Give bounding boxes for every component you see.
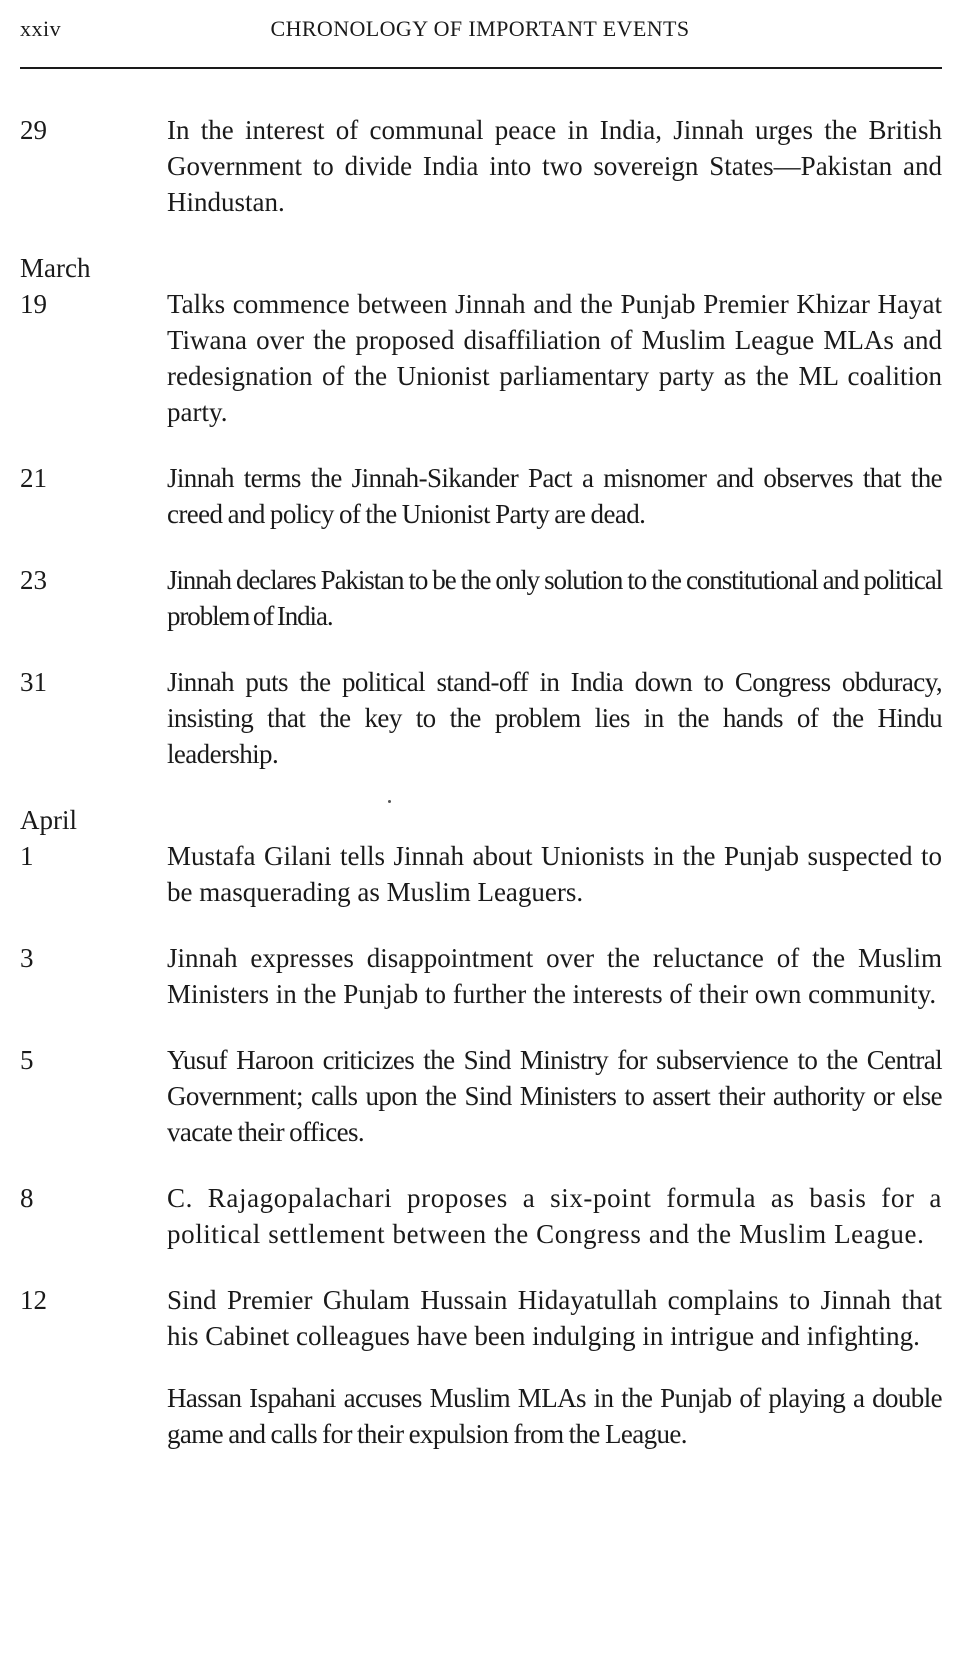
entry-text: Hassan Ispahani accuses Muslim MLAs in the Punjab of playing a double game and calls for their expulsion from the League.: [167, 1383, 942, 1449]
entry-text: In the interest of communal peace in India, Jinnah urges the British Government to divide India into two sovereign States—Pakistan and Hindustan.: [167, 115, 942, 217]
chronology-entry: [20, 1042, 942, 1150]
entry-day: 5: [20, 1045, 34, 1075]
month-heading: April: [20, 805, 77, 835]
entry-text: Jinnah terms the Jinnah-Sikander Pact a misnomer and observes that the creed and policy of the Unionist Party are dead.: [167, 463, 942, 529]
entry-day: 12: [20, 1285, 47, 1315]
chronology-entry: [20, 460, 942, 532]
entry-day: 29: [20, 115, 47, 145]
month-heading: March: [20, 253, 91, 283]
page-number: xxiv: [20, 16, 62, 41]
running-title: CHRONOLOGY OF IMPORTANT EVENTS: [270, 16, 690, 41]
chronology-entry: [20, 1180, 942, 1252]
entry-text: Talks commence between Jinnah and the Punjab Premier Khizar Hayat Tiwana over the proposed disaffiliation of Muslim League MLAs and redesignation of the Unionist parliamentary party as the ML coalition party.: [167, 289, 942, 427]
running-head: [20, 16, 940, 46]
entry-day: 19: [20, 289, 47, 319]
entry-day: 21: [20, 463, 47, 493]
entry-text: Mustafa Gilani tells Jinnah about Unionists in the Punjab suspected to be masquerading as Muslim Leaguers.: [167, 841, 942, 907]
entry-text: C. Rajagopalachari proposes a six-point formula as basis for a political settlement between the Congress and the Muslim League.: [167, 1183, 942, 1249]
entry-day: 23: [20, 565, 47, 595]
entry-day: 8: [20, 1183, 34, 1213]
chronology-entry: [20, 562, 942, 634]
entry-text: Yusuf Haroon criticizes the Sind Ministry for subservience to the Central Government; calls upon the Sind Ministers to assert their authority or else vacate their offices.: [167, 1045, 942, 1147]
print-speck: [388, 800, 391, 803]
chronology-entry: [20, 286, 942, 430]
chronology-entry: [20, 1282, 942, 1354]
entry-text: Jinnah declares Pakistan to be the only solution to the constitutional and political problem of India.: [167, 565, 942, 631]
entry-text: Jinnah puts the political stand-off in India down to Congress obduracy, insisting that the key to the problem lies in the hands of the Hindu leadership.: [167, 667, 942, 769]
entry-text: Sind Premier Ghulam Hussain Hidayatullah complains to Jinnah that his Cabinet colleagues have been indulging in intrigue and infighting.: [167, 1285, 942, 1351]
entry-text: Jinnah expresses disappointment over the reluctance of the Muslim Ministers in the Punjab to further the interests of their own community.: [167, 943, 942, 1009]
chronology-entry: [20, 1380, 942, 1452]
entry-day: 1: [20, 841, 34, 871]
chronology-list: [20, 112, 942, 1482]
entry-day: 31: [20, 667, 47, 697]
entry-day: 3: [20, 943, 34, 973]
chronology-entry: [20, 940, 942, 1012]
chronology-entry: [20, 838, 942, 910]
header-rule: [20, 67, 942, 69]
chronology-entry: [20, 664, 942, 772]
chronology-entry: [20, 112, 942, 220]
